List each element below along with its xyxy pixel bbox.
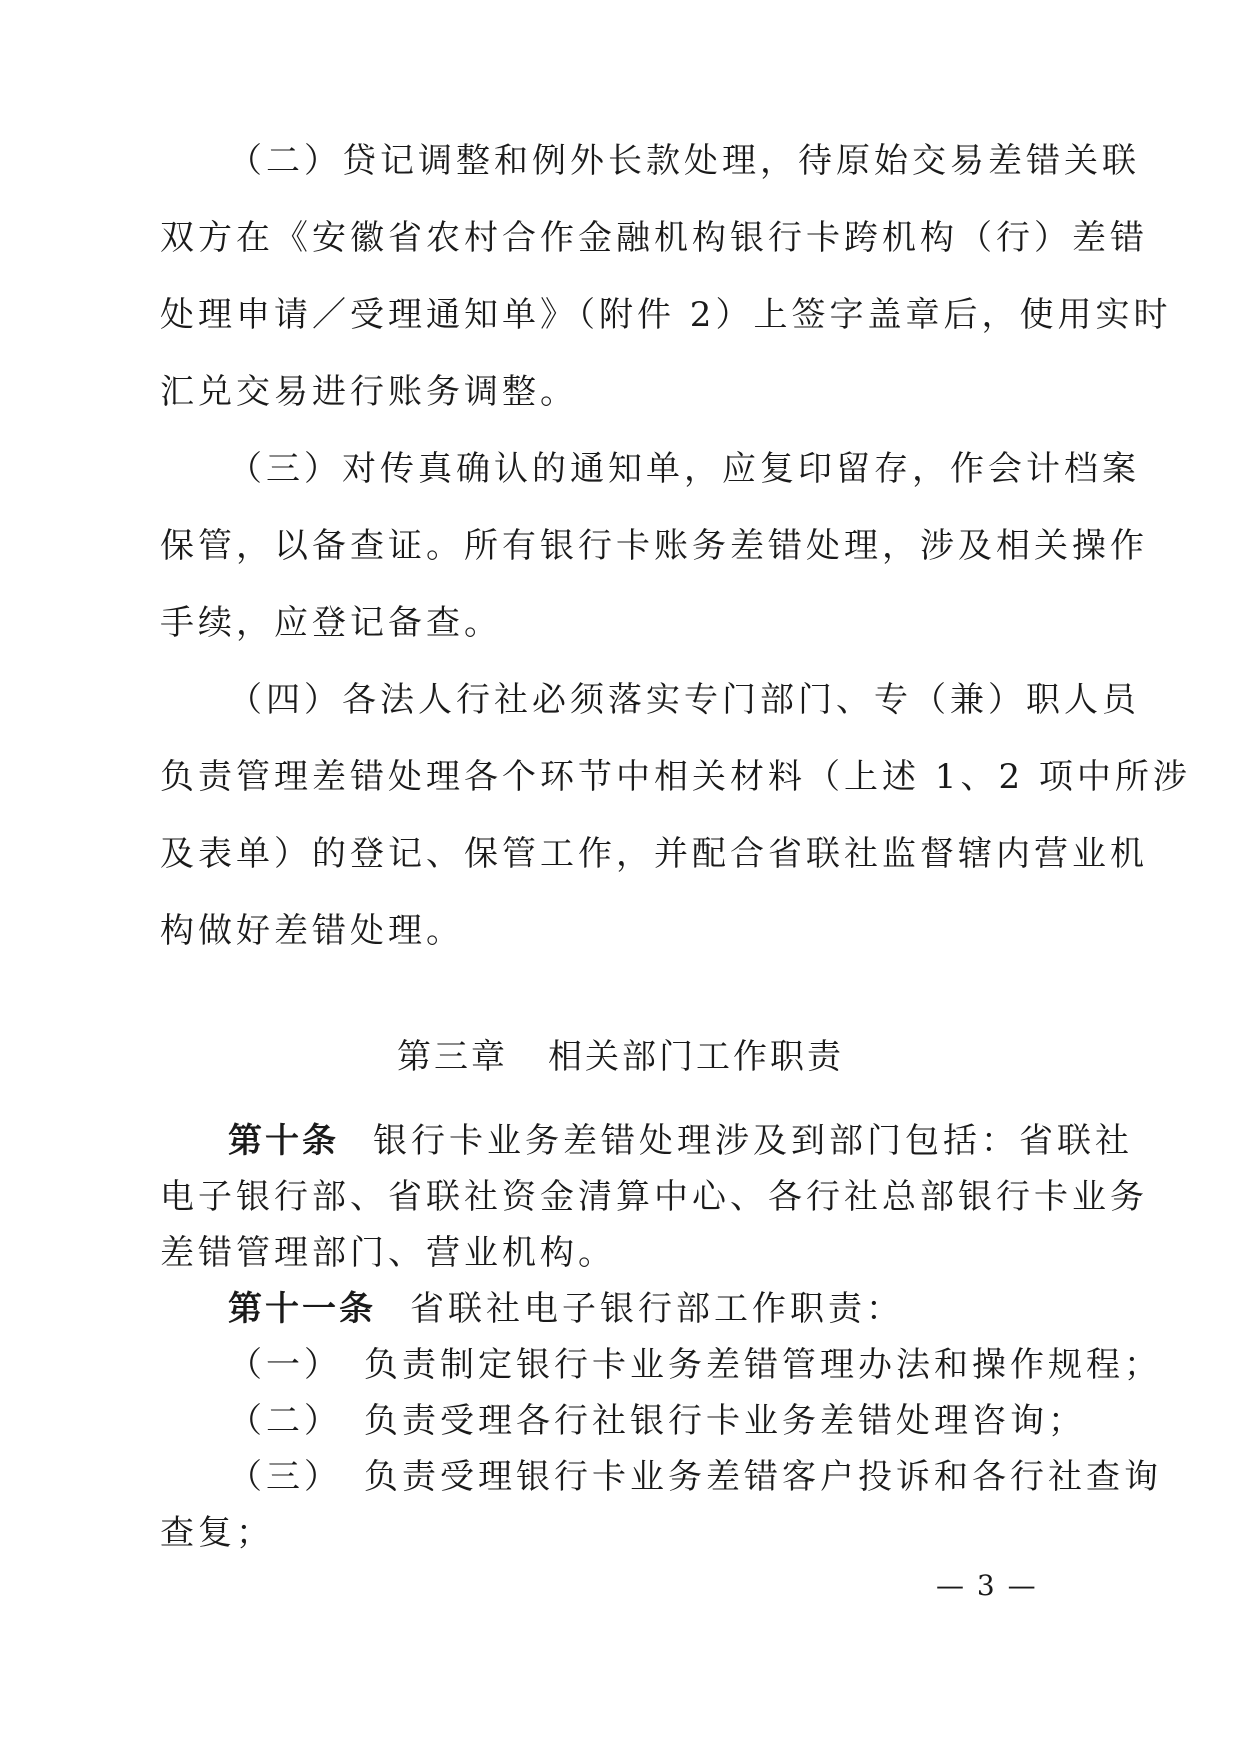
chapter-number: 第三章 <box>397 1037 508 1077</box>
article-10-first-line <box>228 1110 1133 1172</box>
paragraph-line: 汇兑交易进行账务调整。 <box>160 372 578 412</box>
paragraph-line: 负责管理差错处理各个环节中相关材料（上述 1、2 项中所涉 <box>160 757 1191 797</box>
item-text: 负责受理银行卡业务差错客户投诉和各行社查询 <box>364 1457 1162 1497</box>
item-number: （三） <box>228 1457 342 1497</box>
item-number: （二） <box>228 1401 342 1441</box>
list-item <box>228 1446 1162 1508</box>
paragraph-line: 手续，应登记备查。 <box>160 603 502 643</box>
paragraph-line: 双方在《安徽省农村合作金融机构银行卡跨机构（行）差错 <box>160 218 1148 258</box>
paragraph-line: （四）各法人行社必须落实专门部门、专（兼）职人员 <box>228 680 1140 720</box>
paragraph-line: 及表单）的登记、保管工作，并配合省联社监督辖内营业机 <box>160 834 1148 874</box>
paragraph-line: 构做好差错处理。 <box>160 911 464 951</box>
list-item-continuation: 查复； <box>160 1513 274 1553</box>
item-text: 负责受理各行社银行卡业务差错处理咨询； <box>364 1401 1086 1441</box>
article-text: 省联社电子银行部工作职责： <box>410 1289 904 1329</box>
chapter-title: 相关部门工作职责 <box>548 1037 844 1077</box>
paragraph-line: （三）对传真确认的通知单，应复印留存，作会计档案 <box>228 449 1140 489</box>
list-item <box>228 1334 1162 1396</box>
paragraph-line: （二）贷记调整和例外长款处理，待原始交易差错关联 <box>228 141 1140 181</box>
paragraph-line: 电子银行部、省联社资金清算中心、各行社总部银行卡业务 <box>160 1177 1148 1217</box>
paragraph-line: 保管，以备查证。所有银行卡账务差错处理，涉及相关操作 <box>160 526 1148 566</box>
paragraph-line: 差错管理部门、营业机构。 <box>160 1233 616 1273</box>
article-title: 第十条 <box>228 1121 339 1161</box>
list-item <box>228 1390 1086 1452</box>
article-11-first-line <box>228 1278 1080 1340</box>
page-number: — 3 — <box>936 1569 1038 1602</box>
chapter-heading <box>0 1026 1241 1088</box>
article-text: 银行卡业务差错处理涉及到部门包括：省联社 <box>373 1121 1133 1161</box>
article-title: 第十一条 <box>228 1289 376 1329</box>
item-text: 负责制定银行卡业务差错管理办法和操作规程； <box>364 1345 1162 1385</box>
paragraph-line: 处理申请／受理通知单》（附件 2）上签字盖章后，使用实时 <box>160 295 1172 335</box>
item-number: （一） <box>228 1345 342 1385</box>
